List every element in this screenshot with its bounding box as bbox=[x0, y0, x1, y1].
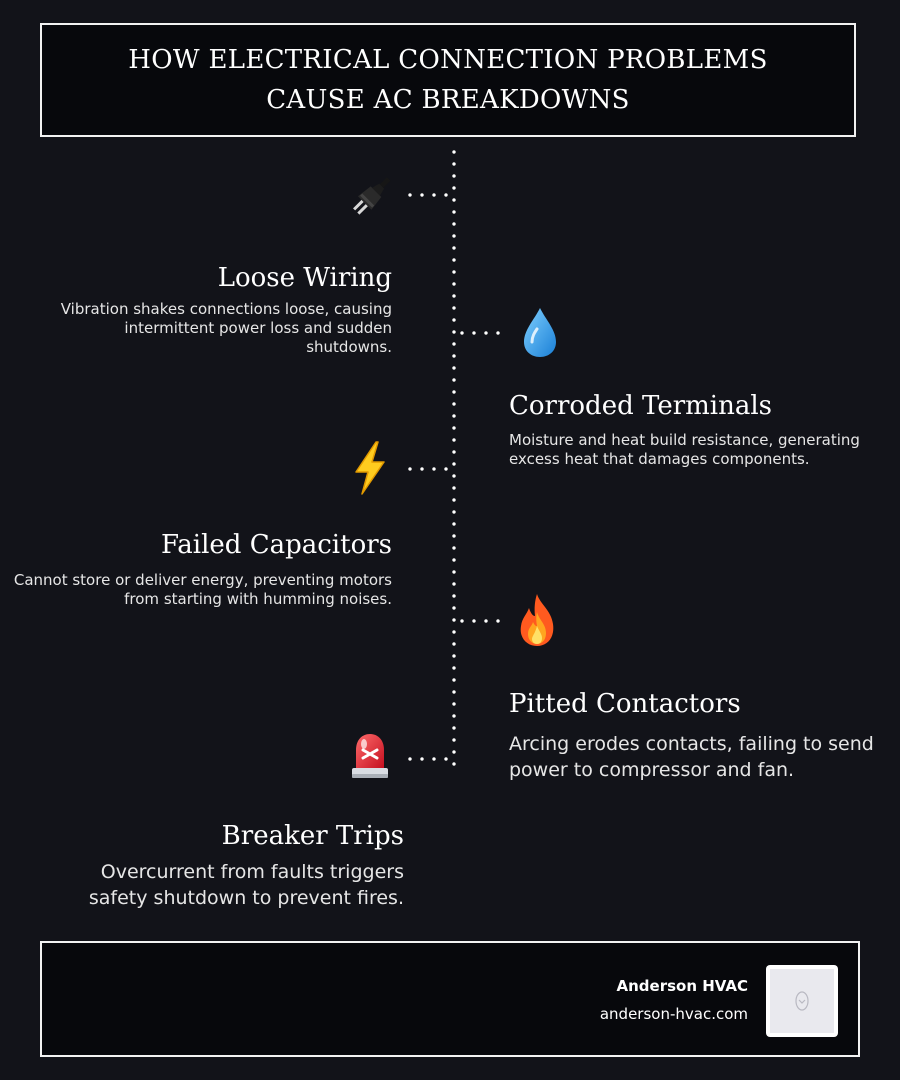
connector-corroded-terminals bbox=[456, 331, 504, 335]
connector-breaker-trips bbox=[404, 757, 452, 761]
fire-icon bbox=[505, 588, 569, 652]
item-description-corroded-terminals: Moisture and heat build resistance, generating excess heat that damages components. bbox=[509, 431, 860, 468]
title-banner bbox=[40, 23, 856, 137]
connector-pitted-contactors bbox=[456, 619, 504, 623]
footer-banner bbox=[40, 941, 860, 1057]
item-heading-corroded-terminals: Corroded Terminals bbox=[509, 391, 773, 421]
item-description-loose-wiring: Vibration shakes connections loose, causing intermittent power loss and sudden shutdowns. bbox=[60, 300, 392, 356]
item-heading-breaker-trips: Breaker Trips bbox=[221, 821, 404, 851]
timeline-line bbox=[452, 146, 456, 766]
item-description-failed-capacitors: Cannot store or deliver energy, preventing motors from starting with humming noises. bbox=[13, 571, 392, 608]
brand-url[interactable]: anderson-hvac.com bbox=[599, 1005, 748, 1023]
company-logo-icon bbox=[770, 969, 834, 1033]
item-heading-failed-capacitors: Failed Capacitors bbox=[161, 530, 392, 560]
lightning-bolt-icon bbox=[338, 436, 402, 500]
item-description-breaker-trips: Overcurrent from faults triggers safety shutdown to prevent fires. bbox=[88, 861, 404, 909]
item-heading-loose-wiring: Loose Wiring bbox=[217, 263, 392, 293]
brand-name: Anderson HVAC bbox=[616, 977, 748, 995]
logo-frame bbox=[766, 965, 838, 1037]
water-droplet-icon bbox=[508, 300, 572, 364]
connector-failed-capacitors bbox=[404, 467, 452, 471]
page-title: HOW ELECTRICAL CONNECTION PROBLEMS CAUSE AC BREAKDOWNS bbox=[128, 45, 768, 115]
item-description-pitted-contactors: Arcing erodes contacts, failing to send power to compressor and fan. bbox=[509, 733, 874, 781]
item-heading-pitted-contactors: Pitted Contactors bbox=[509, 689, 741, 719]
siren-light-icon bbox=[338, 724, 402, 788]
electric-plug-icon bbox=[338, 165, 402, 229]
connector-loose-wiring bbox=[404, 193, 452, 197]
